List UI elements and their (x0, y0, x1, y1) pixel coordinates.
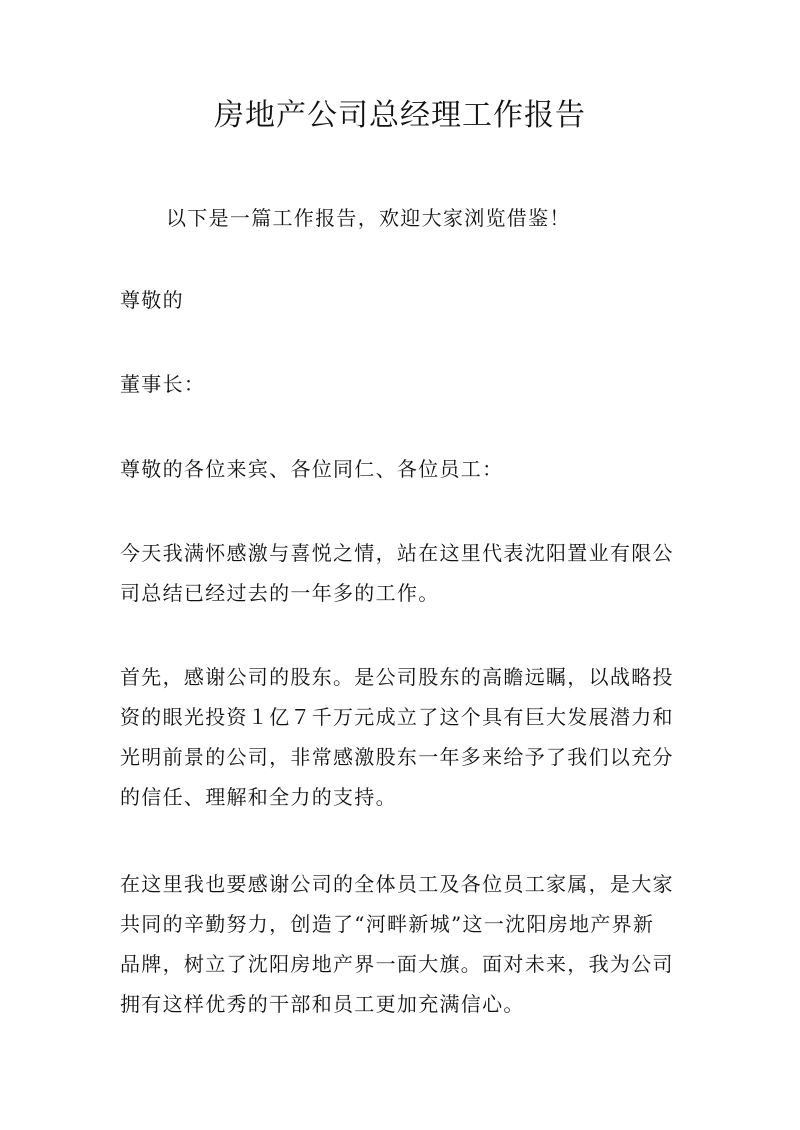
paragraph-line: 共同的辛勤努力，创造了“河畔新城”这一沈阳房地产界新 (120, 912, 655, 936)
paragraph-line: 拥有这样优秀的干部和员工更加充满信心。 (120, 992, 525, 1016)
paragraph-line: 品牌，树立了沈阳房地产界一面大旗。面对未来，我为公司 (120, 952, 674, 976)
paragraph-line: 首先，感谢公司的股东。是公司股东的高瞻远瞩，以战略投 (120, 665, 674, 689)
salutation-line-2 (120, 364, 690, 404)
body-paragraph-2 (120, 657, 690, 817)
paragraph-line: 尊敬的 (120, 288, 184, 312)
paragraph-line: 董事长： (120, 372, 206, 396)
paragraph-line: 光明前景的公司，非常感激股东一年多来给予了我们以充分 (120, 745, 674, 769)
paragraph-line: 今天我满怀感激与喜悦之情，站在这里代表沈阳置业有限公 (120, 541, 674, 565)
paragraph-line: 在这里我也要感谢公司的全体员工及各位员工家属，是大家 (120, 872, 674, 896)
body-paragraph-1 (120, 533, 690, 613)
paragraph-line: 司总结已经过去的一年多的工作。 (120, 581, 440, 605)
salutation-line-1 (120, 280, 690, 320)
document-title: 房地产公司总经理工作报告 (214, 98, 586, 133)
body-paragraph-3 (120, 864, 690, 1024)
intro-paragraph: 以下是一篇工作报告，欢迎大家浏览借鉴！ (166, 206, 571, 230)
paragraph-line: 尊敬的各位来宾、各位同仁、各位员工： (120, 457, 504, 481)
greeting-paragraph (120, 449, 690, 489)
paragraph-line: 资的眼光投资１亿７千万元成立了这个具有巨大发展潜力和 (120, 705, 674, 729)
paragraph-line: 的信任、理解和全力的支持。 (120, 785, 397, 809)
